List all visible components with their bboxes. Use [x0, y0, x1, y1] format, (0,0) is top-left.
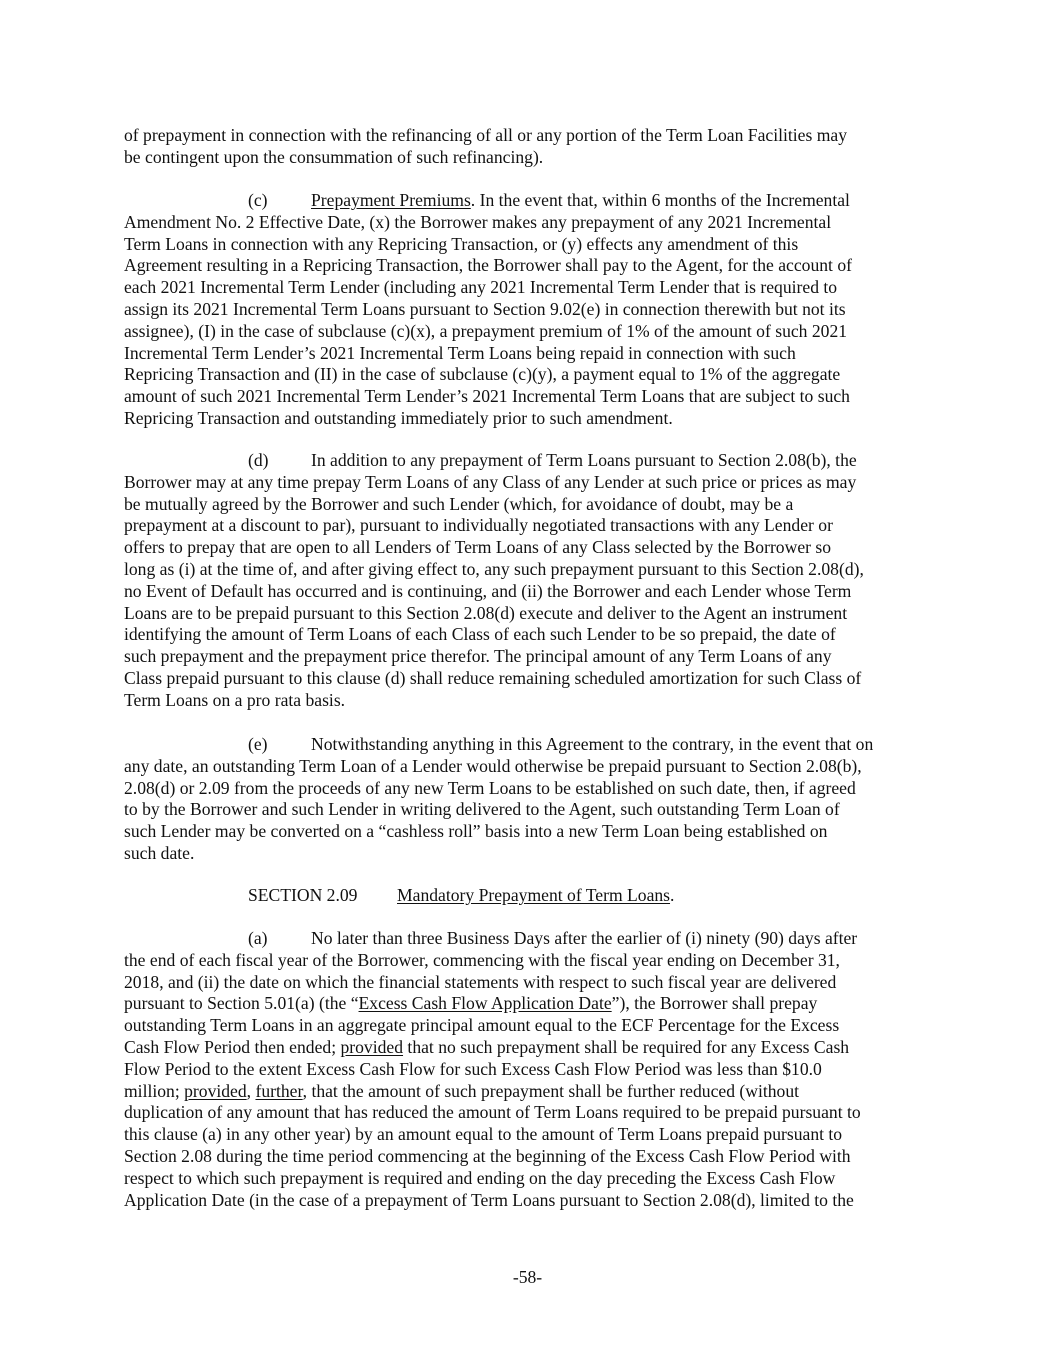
section-heading: [124, 885, 924, 907]
paragraph-e: [124, 734, 924, 865]
text-span: pursuant to Section 5.01(a) (the “: [124, 993, 359, 1014]
section-title: Mandatory Prepayment of Term Loans: [397, 885, 671, 905]
text-line: Incremental Term Lender’s 2021 Incremental Term Loans being repaid in connection with such: [124, 342, 796, 363]
paragraph-continuation: [124, 125, 924, 169]
text-line: be contingent upon the consummation of such refinancing).: [124, 146, 544, 167]
text-line: be mutually agreed by the Borrower and such Lender (which, for avoidance of doubt, may be a: [124, 493, 794, 514]
text-line: assign its 2021 Incremental Term Loans pursuant to Section 9.02(e) in connection therewith but not its: [124, 298, 846, 319]
text-line: each 2021 Incremental Term Lender (including any 2021 Incremental Term Lender that is required to: [124, 277, 838, 298]
text-span: million;: [124, 1080, 185, 1101]
text-line: Repricing Transaction and outstanding immediately prior to such amendment.: [124, 407, 673, 428]
text-line: Amendment No. 2 Effective Date, (x) the Borrower makes any prepayment of any 2021 Incremental: [124, 211, 832, 232]
section-number: SECTION 2.09: [248, 885, 358, 905]
text-span: Notwithstanding anything in this Agreement to the contrary, in the event that on: [311, 734, 874, 754]
clause-label: (a): [248, 928, 268, 948]
paragraph-first-line: [124, 734, 924, 756]
text-span: ,: [246, 1080, 256, 1101]
text-line: identifying the amount of Term Loans of each Class of each such Lender to be so prepaid, the date of: [124, 624, 836, 645]
text-span: , that the amount of such prepayment shall be further reduced (without: [302, 1080, 800, 1101]
text-span: No later than three Business Days after the earlier of (i) ninety (90) days after: [311, 928, 858, 948]
text-line: the end of each fiscal year of the Borrower, commencing with the fiscal year ending on December 31,: [124, 949, 840, 970]
text-line: amount of such 2021 Incremental Term Lender’s 2021 Incremental Term Loans that are subject to such: [124, 386, 850, 407]
clause-label: (d): [248, 450, 269, 470]
paragraph-first-line: [124, 928, 924, 950]
text-line: outstanding Term Loans in an aggregate principal amount equal to the ECF Percentage for the Excess: [124, 1015, 840, 1036]
defined-term: further: [255, 1080, 303, 1101]
text-span: Cash Flow Period then ended;: [124, 1036, 341, 1057]
text-line: Flow Period to the extent Excess Cash Flow for such Excess Cash Flow Period was less than $10.0: [124, 1058, 822, 1079]
text-line: long as (i) at the time of, and after giving effect to, any such prepayment pursuant to this Section 2.08(d),: [124, 558, 864, 579]
text-line: assignee), (I) in the case of subclause (c)(x), a prepayment premium of 1% of the amount of such 2021: [124, 320, 848, 341]
text-line: such date.: [124, 842, 195, 863]
text-line: Borrower may at any time prepay Term Loans of any Class of any Lender at such price or prices as may: [124, 471, 857, 492]
text-line: such prepayment and the prepayment price therefor. The principal amount of any Term Loans of any: [124, 646, 832, 667]
text-line: Section 2.08 during the time period commencing at the beginning of the Excess Cash Flow Period with: [124, 1145, 851, 1166]
paragraph-first-line: [124, 450, 924, 472]
text-line: Repricing Transaction and (II) in the case of subclause (c)(y), a payment equal to 1% of the aggregate: [124, 364, 841, 385]
text-line: Term Loans in connection with any Repricing Transaction, or (y) effects any amendment of this: [124, 233, 799, 254]
page-number: -58-: [512, 1267, 543, 1287]
text-line: [124, 993, 924, 1015]
text-line: respect to which such prepayment is required and ending on the day preceding the Excess Cash Flow: [124, 1167, 836, 1188]
clause-label: (e): [248, 734, 268, 754]
defined-term: provided: [184, 1080, 247, 1101]
paragraph-d: [124, 450, 924, 712]
defined-term: provided: [340, 1036, 404, 1057]
text-line: offers to prepay that are open to all Lenders of Term Loans of any Class selected by the Borrower so: [124, 537, 832, 558]
text-line: Term Loans on a pro rata basis.: [124, 689, 346, 710]
text-line: [124, 1037, 924, 1059]
text-span: . In the event that, within 6 months of the Incremental: [470, 190, 850, 210]
section-title-period: .: [670, 885, 675, 905]
text-line: to by the Borrower and such Lender in writing delivered to the Agent, such outstanding Term Loan of: [124, 799, 840, 820]
clause-label: (c): [248, 190, 268, 210]
text-line: Class prepaid pursuant to this clause (d) shall reduce remaining scheduled amortization for such Class of: [124, 667, 862, 688]
text-line: Loans are to be prepaid pursuant to this Section 2.08(d) execute and deliver to the Agent an instrument: [124, 602, 848, 623]
text-line: duplication of any amount that has reduced the amount of Term Loans required to be prepaid pursuant to: [124, 1102, 861, 1123]
text-line: prepayment at a discount to par), pursuant to individually negotiated transactions with any Lender or: [124, 515, 833, 536]
paragraph-c: [124, 190, 924, 430]
text-span: that no such prepayment shall be required for any Excess Cash: [403, 1036, 850, 1057]
section-heading-line: [124, 885, 924, 907]
defined-heading: Prepayment Premiums: [311, 190, 471, 210]
paragraph-a: [124, 928, 924, 1211]
text-line: 2018, and (ii) the date on which the financial statements with respect to such fiscal year are delivered: [124, 971, 837, 992]
text-line: any date, an outstanding Term Loan of a Lender would otherwise be prepaid pursuant to Section 2.08(b),: [124, 755, 862, 776]
defined-term: Excess Cash Flow Application Date: [358, 993, 612, 1014]
text-line: 2.08(d) or 2.09 from the proceeds of any new Term Loans to be established on such date, then, if agreed: [124, 777, 856, 798]
paragraph-first-line: [124, 190, 924, 212]
text-line: no Event of Default has occurred and is continuing, and (ii) the Borrower and each Lender whose Term: [124, 580, 852, 601]
text-line: Agreement resulting in a Repricing Transaction, the Borrower shall pay to the Agent, for the account of: [124, 255, 853, 276]
text-line: Application Date (in the case of a prepayment of Term Loans pursuant to Section 2.08(d), limited to the: [124, 1189, 854, 1210]
text-line: such Lender may be converted on a “cashless roll” basis into a new Term Loan being established on: [124, 821, 828, 842]
text-line: of prepayment in connection with the refinancing of all or any portion of the Term Loan Facilities may: [124, 125, 847, 145]
text-line: [124, 1081, 924, 1103]
text-line: this clause (a) in any other year) by an amount equal to the amount of Term Loans prepaid pursuant to: [124, 1124, 843, 1145]
text-span: ”), the Borrower shall prepay: [611, 993, 818, 1014]
text-span: In addition to any prepayment of Term Loans pursuant to Section 2.08(b), the: [311, 450, 857, 470]
